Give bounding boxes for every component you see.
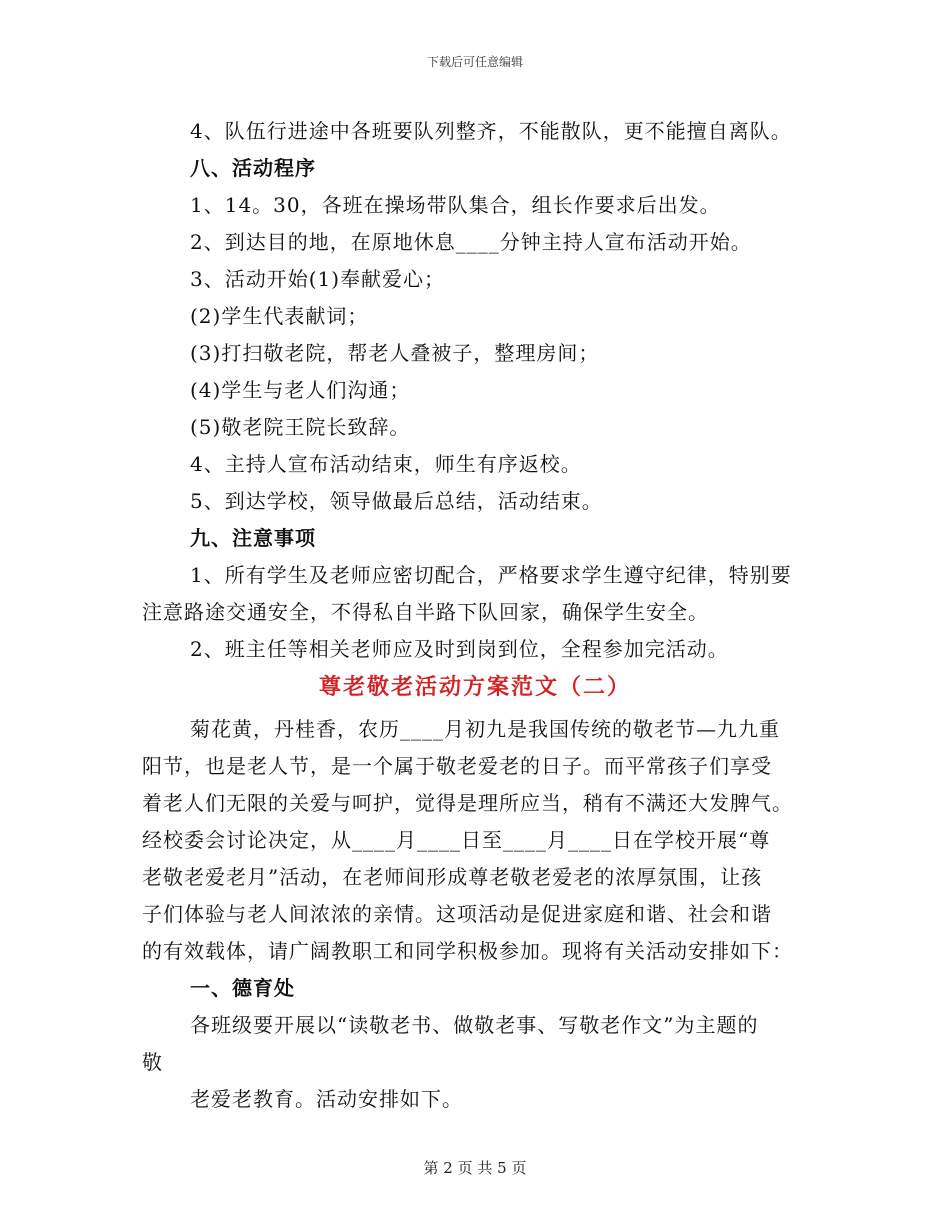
section-heading: 八、活动程序	[190, 156, 316, 180]
paragraph-line: (3)打扫敬老院，帮老人叠被子，整理房间；	[190, 341, 600, 365]
paragraph-line: 3、活动开始(1)奉献爱心；	[190, 267, 446, 291]
section-heading: 一、德育处	[190, 976, 295, 1000]
paragraph-line: 阳节，也是老人节，是一个属于敬老爱老的日子。而平常孩子们享受	[142, 754, 772, 778]
paragraph-line: 1、14。30，各班在操场带队集合，组长作要求后出发。	[190, 193, 721, 217]
paragraph-line: 着老人们无限的关爱与呵护，觉得是理所应当，稍有不满还大发脾气。	[142, 791, 793, 815]
paragraph-line: 老爱老教育。活动安排如下。	[190, 1087, 463, 1111]
paragraph-line: 1、所有学生及老师应密切配合，严格要求学生遵守纪律，特别要	[190, 563, 792, 587]
paragraph-line: 子们体验与老人间浓浓的亲情。这项活动是促进家庭和谐、社会和谐	[142, 902, 772, 926]
paragraph-line: (5)敬老院王院长致辞。	[190, 415, 411, 439]
paragraph-line: 4、主持人宣布活动结束，师生有序返校。	[190, 452, 582, 476]
paragraph-line: 5、到达学校，领导做最后总结，活动结束。	[190, 489, 603, 513]
section-heading: 九、注意事项	[190, 526, 316, 550]
paragraph-line: 2、班主任等相关老师应及时到岗到位，全程参加完活动。	[190, 637, 729, 661]
paragraph-line: 2、到达目的地，在原地休息____分钟主持人宣布活动开始。	[190, 230, 752, 254]
paragraph-line: 菊花黄，丹桂香，农历____月初九是我国传统的敬老节—九九重	[190, 717, 780, 741]
paragraph-line: 的有效载体，请广阔教职工和同学积极参加。现将有关活动安排如下：	[142, 939, 793, 963]
page-header: 下载后可任意编辑	[426, 55, 523, 69]
paragraph-line: 4、队伍行进途中各班要队列整齐，不能散队，更不能擅自离队。	[190, 119, 792, 143]
paragraph-line: (2)学生代表献词；	[190, 304, 369, 328]
paragraph-line: (4)学生与老人们沟通；	[190, 378, 411, 402]
paragraph-line: 各班级要开展以“读敬老书、做敬老事、写敬老作文”为主题的	[190, 1013, 759, 1037]
page-footer: 第 2 页 共 5 页	[423, 1159, 527, 1177]
paragraph-line: 老敬老爱老月”活动，在老师间形成尊老敬老爱老的浓厚氛围，让孩	[142, 865, 763, 889]
document-title: 尊老敬老活动方案范文（二）	[318, 674, 631, 700]
paragraph-line: 敬	[142, 1050, 163, 1074]
paragraph-line: 注意路途交通安全，不得私自半路下队回家，确保学生安全。	[142, 600, 709, 624]
paragraph-line: 经校委会讨论决定，从____月____日至____月____日在学校开展“尊	[142, 828, 771, 852]
